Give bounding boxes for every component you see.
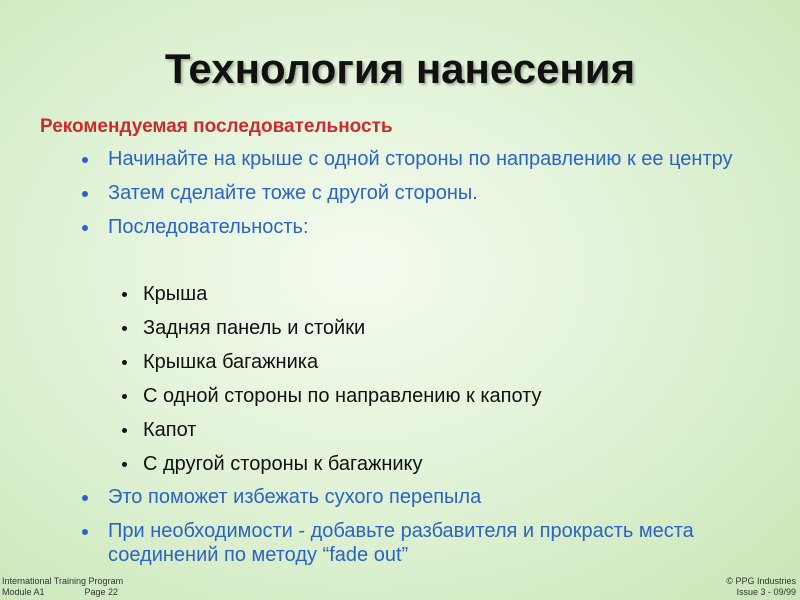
bullet-item bbox=[80, 147, 770, 171]
footer-module-line bbox=[2, 587, 123, 598]
sub-bullet-text: С одной стороны по направлению к капоту bbox=[143, 385, 542, 407]
sub-bullet-text: Крыша bbox=[143, 283, 208, 305]
footer-module: Module A1 bbox=[2, 587, 45, 597]
sub-bullet-item bbox=[118, 418, 542, 442]
sub-bullet-text: Крышка багажника bbox=[143, 351, 319, 373]
sub-bullet-item bbox=[118, 316, 542, 340]
bullet-dot-icon bbox=[82, 495, 88, 501]
bullet-text: Последовательность: bbox=[108, 216, 309, 238]
footer-company: © PPG Industries bbox=[726, 576, 796, 586]
sub-bullet-dot-icon bbox=[122, 360, 127, 365]
section-heading: Рекомендуемая последовательность bbox=[40, 116, 393, 137]
sub-bullet-dot-icon bbox=[122, 428, 127, 433]
sub-bullet-list bbox=[118, 282, 542, 486]
bullet-dot-icon bbox=[82, 529, 88, 535]
sub-bullet-dot-icon bbox=[122, 326, 127, 331]
sub-bullet-item bbox=[118, 452, 542, 476]
sub-bullet-item bbox=[118, 282, 542, 306]
footer-issue: Issue 3 - 09/99 bbox=[736, 587, 796, 597]
footer-program: International Training Program bbox=[2, 576, 124, 586]
bullet-item bbox=[80, 485, 770, 509]
bullet-item bbox=[80, 215, 770, 239]
slide-title: Технология нанесения bbox=[164, 45, 636, 92]
bullet-list-top bbox=[80, 147, 770, 249]
bullet-dot-icon bbox=[82, 157, 88, 163]
bullet-dot-icon bbox=[82, 191, 88, 197]
footer-page: Page 22 bbox=[84, 587, 119, 597]
sub-bullet-dot-icon bbox=[122, 292, 127, 297]
footer-left bbox=[2, 576, 123, 598]
bullet-dot-icon bbox=[82, 225, 88, 231]
sub-bullet-text: Задняя панель и стойки bbox=[143, 317, 366, 339]
bullet-item bbox=[80, 519, 770, 567]
bullet-text: Начинайте на крыше с одной стороны по направлению к ее центру bbox=[108, 148, 733, 170]
bullet-item bbox=[80, 181, 770, 205]
bullet-text: Затем сделайте тоже с другой стороны. bbox=[108, 182, 478, 204]
sub-bullet-dot-icon bbox=[122, 394, 127, 399]
sub-bullet-item bbox=[118, 350, 542, 374]
bullet-text: При необходимости - добавьте разбавителя и прокрасть места соединений по методу “fade out” bbox=[108, 520, 694, 566]
footer-right bbox=[726, 576, 796, 598]
sub-bullet-item bbox=[118, 384, 542, 408]
sub-bullet-text: С другой стороны к багажнику bbox=[143, 453, 423, 475]
bullet-list-bottom bbox=[80, 485, 770, 577]
bullet-text: Это поможет избежать сухого перепыла bbox=[108, 486, 482, 508]
sub-bullet-dot-icon bbox=[122, 462, 127, 467]
sub-bullet-text: Капот bbox=[143, 419, 197, 441]
